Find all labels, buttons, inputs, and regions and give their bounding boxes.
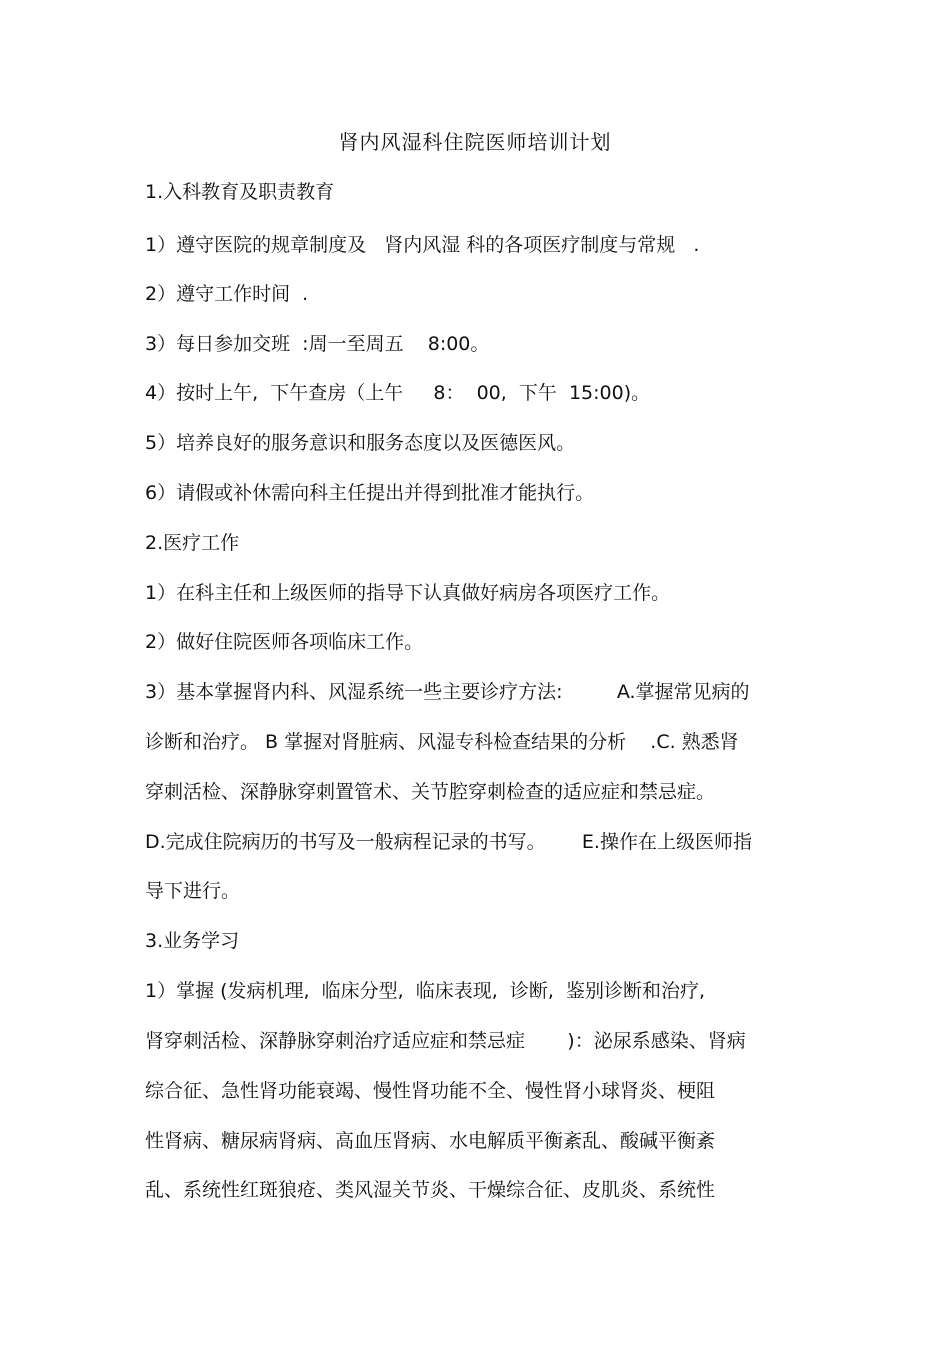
- paragraph-line: 诊断和治疗。 B 掌握对肾脏病、风湿专科检查结果的分析 .C. 熟悉肾: [145, 731, 739, 753]
- paragraph-line: 肾穿刺活检、深静脉穿刺治疗适应症和禁忌症 )：泌尿系感染、肾病: [145, 1030, 746, 1052]
- paragraph-line: 导下进行。: [145, 880, 241, 902]
- paragraph-line: 5）培养良好的服务意识和服务态度以及医德医风。: [145, 432, 576, 454]
- section-heading-3: 3.业务学习: [145, 930, 240, 952]
- paragraph-line: 乱、系统性红斑狼疮、类风湿关节炎、干燥综合征、皮肌炎、系统性: [145, 1179, 716, 1201]
- paragraph-line: 3）基本掌握肾内科、风湿系统一些主要诊疗方法: A.掌握常见病的: [145, 681, 750, 703]
- paragraph-line: 6）请假或补休需向科主任提出并得到批准才能执行。: [145, 482, 595, 504]
- paragraph-line: 3）每日参加交班 :周一至周五 8:00。: [145, 333, 490, 355]
- page-title: 肾内风湿科住院医师培训计划: [338, 130, 612, 154]
- section-heading-1: 1.入科教育及职责教育: [145, 181, 335, 203]
- paragraph-line: 穿刺活检、深静脉穿刺置管术、关节腔穿刺检查的适应症和禁忌症。: [145, 781, 716, 803]
- paragraph-line: 综合征、急性肾功能衰竭、慢性肾功能不全、慢性肾小球肾炎、梗阻: [145, 1080, 716, 1102]
- paragraph-line: 1）掌握 (发病机理, 临床分型, 临床表现, 诊断, 鉴别诊断和治疗,: [145, 980, 706, 1002]
- section-heading-2: 2.医疗工作: [145, 532, 240, 554]
- paragraph-line: 性肾病、糖尿病肾病、高血压肾病、水电解质平衡紊乱、酸碱平衡紊: [145, 1130, 716, 1152]
- paragraph-line: 1）遵守医院的规章制度及 肾内风湿 科的各项医疗制度与常规 .: [145, 234, 700, 256]
- paragraph-line: 2）遵守工作时间 .: [145, 283, 309, 305]
- paragraph-line: 1）在科主任和上级医师的指导下认真做好病房各项医疗工作。: [145, 582, 671, 604]
- paragraph-line: 2）做好住院医师各项临床工作。: [145, 631, 424, 653]
- paragraph-line: 4）按时上午, 下午查房（上午 8： 00, 下午 15:00)。: [145, 382, 651, 404]
- paragraph-line: D.完成住院病历的书写及一般病程记录的书写。 E.操作在上级医师指: [145, 831, 752, 853]
